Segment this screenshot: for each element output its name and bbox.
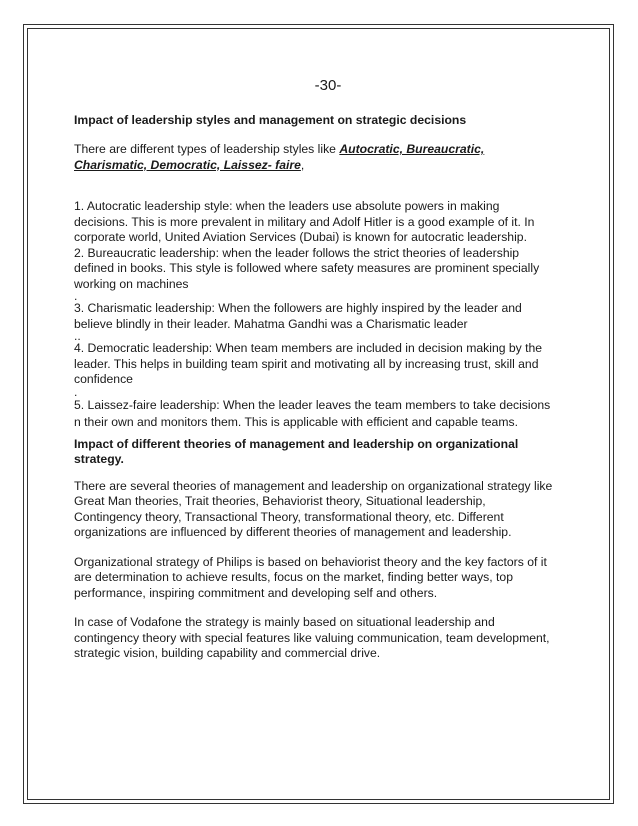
- separator-dot: ..: [74, 329, 81, 343]
- separator-dot: .: [74, 289, 78, 303]
- page-number: -30-: [314, 77, 342, 94]
- list-item-laissez-faire: 5. Laissez-faire leadership: When the leader leaves the team members to take decisions n their own and monitors them. This is applicable with efficient and capable teams.: [74, 397, 551, 429]
- section-heading-leadership-styles: Impact of leadership styles and management on strategic decisions: [74, 112, 467, 127]
- intro-suffix: ,: [300, 157, 305, 172]
- spacer: [74, 187, 554, 199]
- list-item-charismatic: 3. Charismatic leadership: When the followers are highly inspired by the leader and believe blindly in their leader. Mahatma Gandhi was a Charismatic leader: [74, 301, 522, 331]
- list-item-autocratic: 1. Autocratic leadership style: when the leaders use absolute powers in making decisions. This is more prevalent in military and Adolf Hitler is a good example of it. In corporate world, United Aviation Services (Dubai) is known for autocratic leadership.: [74, 199, 535, 244]
- section-heading-theories: Impact of different theories of management and leadership on organizational strategy.: [74, 436, 519, 466]
- list-item-bureaucratic: 2. Bureaucratic leadership: when the leader follows the strict theories of leadership defined in books. This style is followed where safety measures are prominent specially working on machines: [74, 245, 540, 291]
- separator-dot: .: [74, 384, 78, 399]
- leadership-styles-list: Autocratic, Bureaucratic, Charismatic, Democratic, Laissez- faire: [74, 142, 485, 172]
- paragraph-vodafone: In case of Vodafone the strategy is mainly based on situational leadership and contingency theory with special features like valuing communication, team development, strategic vision, building capability and commercial drive.: [74, 615, 550, 660]
- intro-prefix: There are different types of leadership styles like: [74, 142, 340, 156]
- paragraph-theories: There are several theories of management and leadership on organizational strategy like Great Man theories, Trait theories, Behaviorist theory, Situational leadership, Contingency theory, Transactional Theory, transformational theory, etc. Different organizations are influenced by different theories of management and leadership.: [74, 478, 553, 539]
- intro-paragraph: [74, 142, 554, 173]
- list-item-democratic: 4. Democratic leadership: When team members are included in decision making by the leader. This helps in building team spirit and motivating all by increasing trust, skill and confidence: [74, 341, 543, 386]
- document-body: [74, 78, 554, 676]
- paragraph-philips: Organizational strategy of Philips is based on behaviorist theory and the key factors of it are determination to achieve results, focus on the market, finding better ways, top performance, inspiring commitment and developing self and others.: [74, 554, 547, 600]
